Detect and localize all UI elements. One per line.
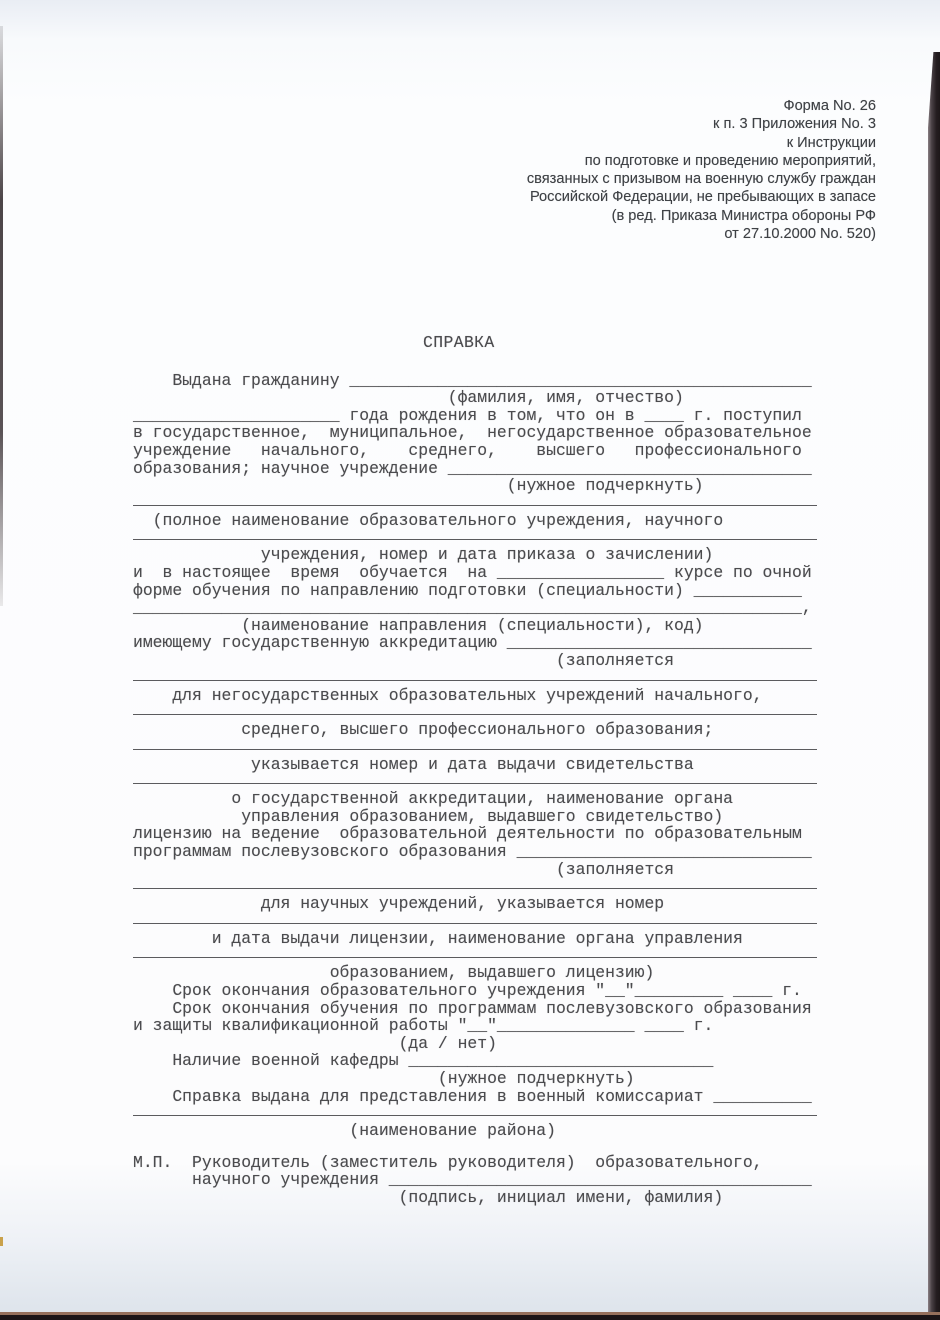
header-note-line: Российской Федерации, не пребывающих в запасе	[529, 189, 876, 206]
caption-full-name: (фамилия, имя, отчество)	[133, 388, 684, 408]
form-line: учреждение начального, среднего, высшего профессионального	[133, 440, 802, 460]
document-title: СПРАВКА	[423, 333, 495, 352]
caption-underline-needed: (нужное подчеркнуть)	[133, 1069, 635, 1088]
field-birth-year-line: _____________________ года рождения в том, что он в ____ г. поступил	[133, 405, 802, 425]
field-license-line: программам послевузовского образования ______________________________	[133, 842, 812, 862]
header-note-line: связанных с призывом на военную службу граждан	[526, 171, 876, 188]
caption-district-name: (наименование района)	[133, 1121, 556, 1141]
field-citizen-name-line: Выдана гражданину _______________________________________________	[133, 370, 812, 390]
caption-license-authority: образованием, выдавшего лицензию)	[133, 963, 655, 983]
caption-enrollment-order: учреждения, номер и дата приказа о зачислении)	[133, 545, 714, 565]
field-signature-line: научного учреждения ___________________________________________	[133, 1170, 812, 1190]
caption-issuing-authority: управления образованием, выдавшего свидетельство)	[133, 806, 724, 826]
caption-signature: (подпись, инициал имени, фамилия)	[133, 1187, 724, 1207]
blank-rule-line	[133, 680, 817, 681]
header-note-line: по подготовке и проведению мероприятий,	[584, 152, 876, 169]
field-graduation-date-line: Срок окончания образовательного учреждения "__"_________ ____ г.	[133, 981, 802, 1001]
caption-scientific-institutions: для научных учреждений, указывается номер	[133, 894, 665, 914]
form-line: лицензию на ведение образовательной деятельности по образовательным	[133, 824, 802, 844]
blank-rule-line	[133, 957, 817, 958]
blank-line-with-comma: ____________________________________________________________________,	[133, 598, 812, 618]
form-body	[133, 334, 823, 1207]
scan-right-edge-artifact	[928, 52, 940, 1312]
blank-rule-line	[133, 783, 817, 784]
form-header-note	[527, 97, 876, 243]
field-military-department-line: Наличие военной кафедры _______________________________	[133, 1051, 714, 1071]
field-institution-type-line: образования; научное учреждение _____________________________________	[133, 458, 812, 478]
caption-specialty-code: (наименование направления (специальности), код)	[133, 615, 704, 635]
blank-rule-line	[133, 505, 817, 506]
header-note-line: к п. 3 Приложения No. 3	[713, 116, 876, 133]
form-number: Форма No. 26	[783, 98, 876, 114]
header-note-line: к Инструкции	[786, 134, 876, 151]
caption-license-issue: и дата выдачи лицензии, наименование органа управления	[133, 928, 743, 948]
blank-rule-line	[133, 749, 817, 750]
field-specialty-line: форме обучения по направлению подготовки (специальности) ___________	[133, 580, 802, 600]
blank-rule-line	[133, 539, 817, 540]
blank-rule-line	[133, 714, 817, 715]
form-line: Срок окончания обучения по программам послевузовского образования	[133, 998, 812, 1018]
caption-yes-no: (да / нет)	[133, 1033, 497, 1053]
field-accreditation-line: имеющему государственную аккредитацию _______________________________	[133, 633, 812, 653]
signature-head-line: М.П. Руководитель (заместитель руководителя) образовательного,	[133, 1152, 763, 1172]
caption-nongov-institutions: для негосударственных образовательных учреждений начального,	[133, 685, 763, 705]
blank-rule-line	[133, 1115, 817, 1116]
caption-education-levels: среднего, высшего профессионального образования;	[133, 720, 714, 740]
caption-filled-in: (заполняется	[133, 859, 674, 879]
blank-rule-line	[133, 888, 817, 889]
blank-rule-line	[133, 923, 817, 924]
field-course-line: и в настоящее время обучается на _________________ курсе по очной	[133, 562, 812, 582]
caption-underline-needed: (нужное подчеркнуть)	[133, 476, 704, 496]
field-commissariat-line: Справка выдана для представления в военный комиссариат __________	[133, 1086, 812, 1106]
caption-certificate-number: указывается номер и дата выдачи свидетельства	[133, 754, 694, 774]
scan-left-edge-artifact	[0, 26, 3, 606]
caption-institution-name: (полное наименование образовательного учреждения, научного	[133, 510, 724, 530]
caption-state-accreditation: о государственной аккредитации, наименование органа	[133, 789, 733, 809]
header-note-line: от 27.10.2000 No. 520)	[724, 226, 876, 243]
field-thesis-date-line: и защиты квалификационной работы "__"______________ ____ г.	[133, 1016, 714, 1036]
form-line: в государственное, муниципальное, негосударственное образовательное	[133, 423, 812, 443]
scan-bottom-edge-artifact	[0, 1315, 940, 1320]
scan-left-speck-artifact	[0, 1237, 3, 1246]
caption-filled-in: (заполняется	[133, 650, 674, 670]
header-note-line: (в ред. Приказа Министра обороны РФ	[611, 207, 876, 224]
